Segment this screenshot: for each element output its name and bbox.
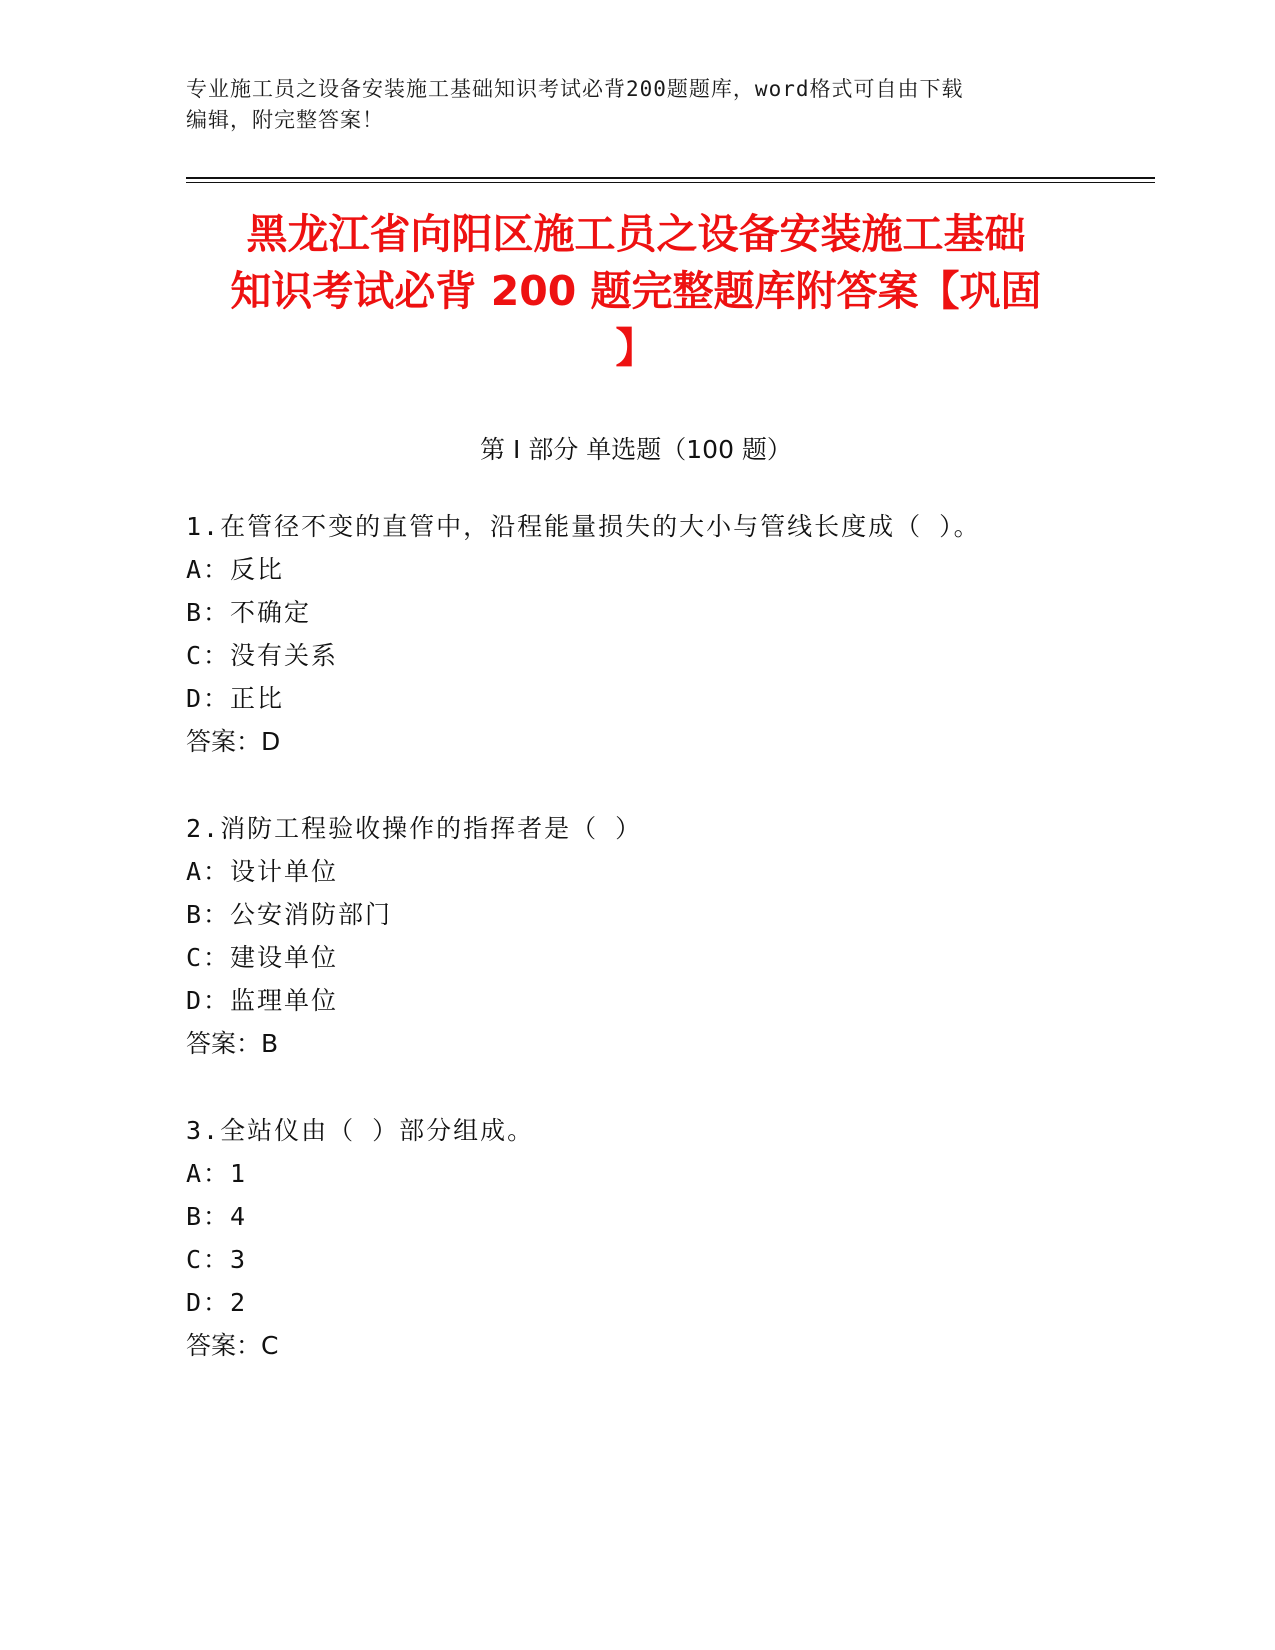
answer-line: 答案：B (186, 1029, 279, 1058)
title-line-2: 知识考试必背 200 题完整题库附答案【巩固 (230, 267, 1042, 315)
header-note-line-1: 专业施工员之设备安装施工基础知识考试必背200题题库，word格式可自由下载 (186, 77, 964, 101)
section-heading: 第 I 部分 单选题（100 题） (480, 435, 792, 464)
option-a: A：反比 (186, 555, 285, 584)
option-b: B：不确定 (186, 598, 312, 627)
option-c: C：3 (186, 1245, 248, 1274)
title-line-3: 】 (615, 324, 657, 372)
title-line-1: 黑龙江省向阳区施工员之设备安装施工基础 (246, 210, 1026, 258)
option-c: C：建设单位 (186, 943, 339, 972)
header-divider-thin (186, 182, 1155, 183)
option-d: D：监理单位 (186, 986, 339, 1015)
question-stem: 1.在管径不变的直管中，沿程能量损失的大小与管线长度成（ ）。 (186, 512, 981, 541)
option-a: A：1 (186, 1159, 248, 1188)
option-b: B：4 (186, 1202, 248, 1231)
option-b: B：公安消防部门 (186, 900, 393, 929)
option-d: D：2 (186, 1288, 248, 1317)
document-title (186, 206, 1086, 377)
header-note-line-2: 编辑，附完整答案！ (186, 108, 384, 132)
option-a: A：设计单位 (186, 857, 339, 886)
question-stem: 2.消防工程验收操作的指挥者是（ ） (186, 814, 643, 843)
option-d: D：正比 (186, 684, 285, 713)
answer-line: 答案：C (186, 1331, 279, 1360)
document-header-note (186, 74, 1086, 136)
answer-line: 答案：D (186, 727, 281, 756)
header-divider-thick (186, 177, 1155, 179)
question-stem: 3.全站仪由（ ）部分组成。 (186, 1116, 535, 1145)
option-c: C：没有关系 (186, 641, 339, 670)
